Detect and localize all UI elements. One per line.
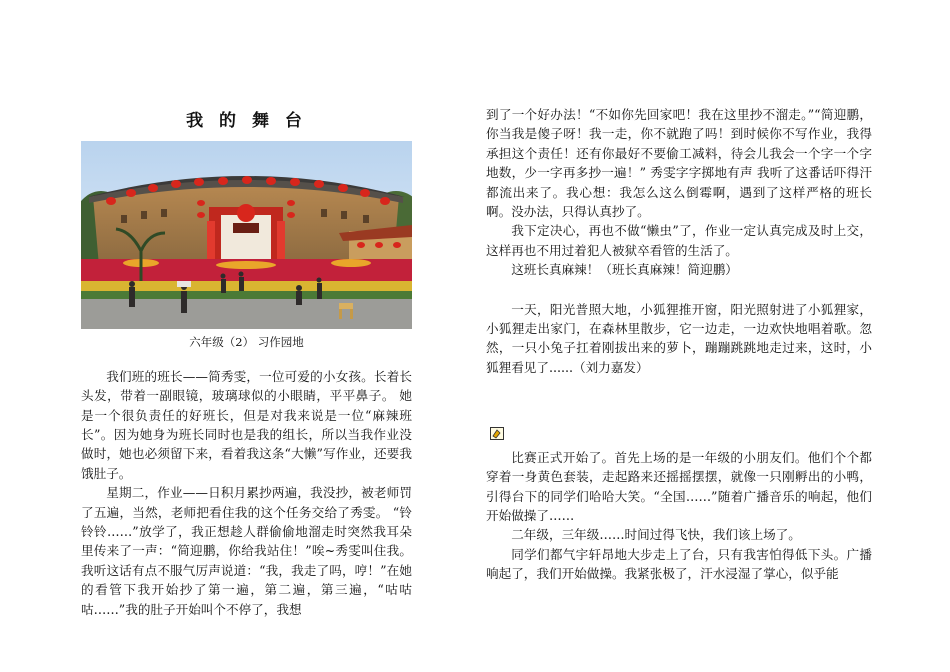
story-paragraph: 比赛正式开始了。首先上场的是一年级的小朋友们。他们个个都穿着一身黄色套装，走起路来还摇摇摆摆，就像一只刚孵出的小鸭，引得台下的同学们哈哈大笑。“全国……”随着广播音乐的响起，他们开始做操了…… xyxy=(486,449,872,523)
story-paragraph: 这班长真麻辣！（班长真麻辣！简迎鹏） xyxy=(511,262,738,278)
story-paragraph: 到了一个好办法！“不如你先回家吧！我在这里抄不溜走。”“简迎鹏，你当我是傻子呀！我一走，你不就跑了吗！到时候你不写作业，我得承担这个责任！还有你最好不要偷工减料，待会儿我会一个字一个字地数，少一字再多抄一遍！” 秀雯字字掷地有声 我听了这番话吓得汗都流出来了。我心想：我怎么这么倒霉啊，遇到了这样严格的班长啊。没办法，只得认真抄了。 xyxy=(486,107,872,220)
tulou-photo xyxy=(81,141,412,329)
story-paragraph: 我们班的班长——简秀雯，一位可爱的小女孩。长着长头发，带着一副眼镜，玻璃球似的小眼睛，平平鼻子。 她是一个很负责任的好班长，但是对我来说是一位“麻辣班长”。因为她身为班长同时也是我的组长，所以当我作业没做时，她也必须留下来，看着我这条“大懒”写作业，还要我饿肚子。 xyxy=(81,368,412,481)
story-paragraph: 星期二，作业——日积月累抄两遍，我没抄，被老师罚了五遍，当然，老师把看住我的这个任务交给了秀雯。 “铃铃铃……”放学了，我正想趁人群偷偷地溜走时突然我耳朵里传来了一声：“简迎鹏，你给我站住！”唉~秀雯叫住我。我听这话有点不服气厉声说道：“我，我走了吗，哼！”在她的看管下我开始抄了第一遍，第二遍，第三遍，“咕咕咕……”我的肚子开始叫个不停了，我想 xyxy=(81,485,412,617)
note-icon xyxy=(490,427,504,440)
page-title: 我 的 舞 台 xyxy=(186,111,307,131)
story-paragraph: 同学们都气宇轩昂地大步走上了台，只有我害怕得低下头。广播响起了，我们开始做操。我紧张极了，汗水浸湿了掌心，似乎能 xyxy=(486,546,872,582)
story-paragraph: 一天，阳光普照大地，小狐狸推开窗，阳光照射进了小狐狸家，小狐狸走出家门，在森林里散步，它一边走，一边欢快地唱着歌。忽然，一只小兔子扛着刚拔出来的萝卜，蹦蹦跳跳地走过来，这时，小狐狸看见了......（刘力嘉发） xyxy=(486,301,872,375)
left-column xyxy=(81,112,412,619)
photo-caption: 六年级（2） 习作园地 xyxy=(189,335,304,350)
story-paragraph: 二年级，三年级……时间过得飞快，我们该上场了。 xyxy=(511,527,801,543)
story-paragraph: 我下定决心，再也不做“懒虫”了，作业一定认真完成及时上交，这样再也不用过着犯人被狱卒看管的生活了。 xyxy=(486,223,872,258)
right-column xyxy=(486,105,872,584)
